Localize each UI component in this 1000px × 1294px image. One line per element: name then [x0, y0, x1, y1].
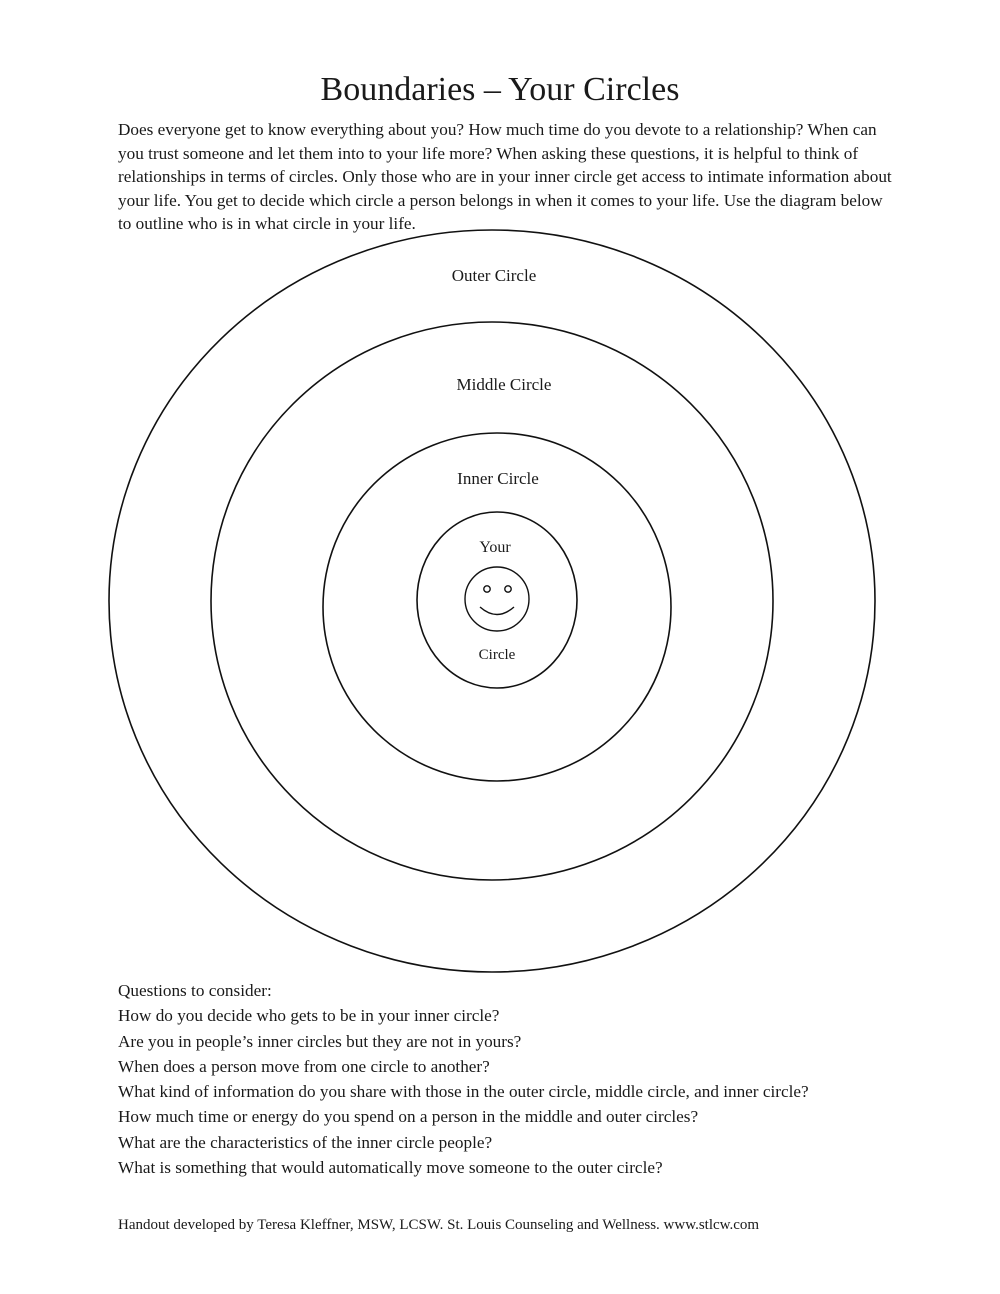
page-title: Boundaries – Your Circles	[320, 71, 680, 108]
outer-circle	[109, 230, 875, 972]
question-item: When does a person move from one circle to another?	[118, 1056, 490, 1076]
intro-paragraph: Does everyone get to know everything about you? How much time do you devote to a relationship? When can you trust someone and let them into to your life more? When asking these questions, it is helpful to think of relationships in terms of circles. Only those who are in your inner circle get access to intimate information about your life. You get to decide which circle a person belongs in when it comes to your life. Use the diagram below to outline who is in what circle in your life.	[118, 120, 892, 233]
questions-list	[118, 978, 918, 1180]
footer-credit: Handout developed by Teresa Kleffner, MSW, LCSW. St. Louis Counseling and Wellness. www.stlcw.com	[118, 1217, 760, 1233]
question-item: How do you decide who gets to be in your inner circle?	[118, 1006, 500, 1026]
question-item: What kind of information do you share with those in the outer circle, middle circle, and inner circle?	[118, 1082, 809, 1102]
question-item: Are you in people’s inner circles but they are not in yours?	[118, 1031, 522, 1051]
inner-circle-label: Inner Circle	[457, 469, 539, 488]
middle-circle	[211, 322, 773, 880]
question-item: How much time or energy do you spend on a person in the middle and outer circles?	[118, 1107, 699, 1127]
middle-circle-label: Middle Circle	[456, 375, 552, 394]
questions-heading: Questions to consider:	[118, 981, 272, 1000]
smiley-face-icon	[465, 567, 529, 631]
your-circle-label-bottom: Circle	[478, 647, 516, 663]
question-item: What is something that would automatically move someone to the outer circle?	[118, 1158, 663, 1178]
outer-circle-label: Outer Circle	[451, 266, 537, 285]
question-item: What are the characteristics of the inner circle people?	[118, 1132, 493, 1152]
your-circle-label-top: Your	[479, 539, 511, 556]
